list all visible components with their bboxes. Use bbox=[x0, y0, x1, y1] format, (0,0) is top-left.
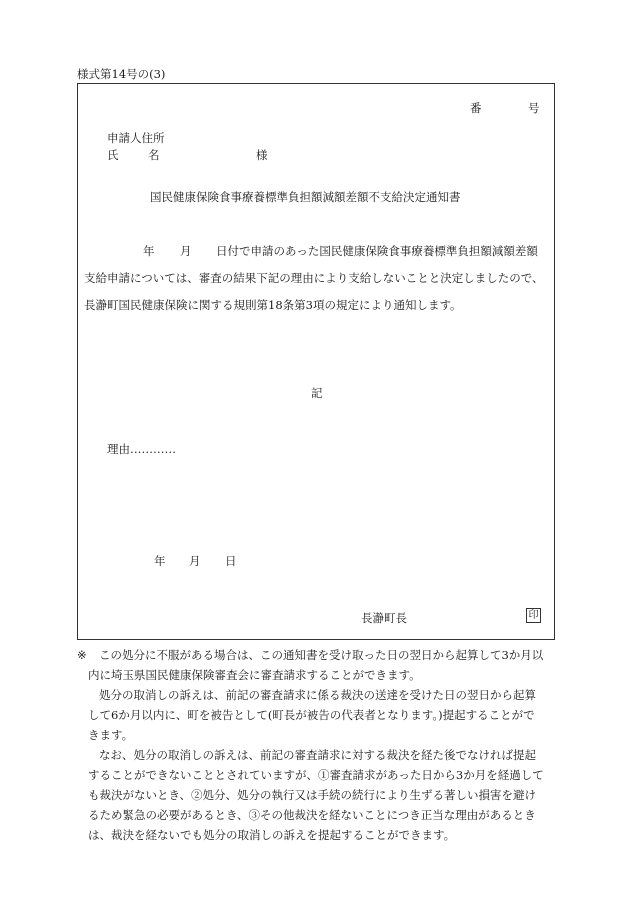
number-ban: 番 bbox=[470, 101, 482, 115]
note-p3-line-2: することができないこととされていますが、①審査請求があった日から3か月を経過して bbox=[88, 768, 544, 782]
notice-form bbox=[77, 83, 555, 640]
body-line-2: 支給申請については、審査の結果下記の理由により支給しないことと決定しましたので、 bbox=[84, 271, 544, 285]
note-p3-line-5: は、裁決を経ないでも処分の取消しの訴えを提起することができます。 bbox=[88, 828, 456, 842]
note-p3-line-3: も裁決がないとき、②処分、処分の執行又は手続の続行により生ずる著しい損害を避け bbox=[88, 788, 537, 802]
issue-year: 年 bbox=[154, 554, 166, 568]
issue-day: 日 bbox=[225, 554, 237, 568]
applicant-address-label: 申請人住所 bbox=[107, 131, 165, 145]
document-title: 国民健康保険食事療養標準負担額減額差額不支給決定通知書 bbox=[150, 190, 461, 204]
body-line-1: 日付で申請のあった国民健康保険食事療養標準負担額減額差額 bbox=[216, 244, 538, 258]
seal-mark: 印 bbox=[526, 608, 541, 623]
issue-month: 月 bbox=[189, 554, 201, 568]
form-number: 様式第14号の(3) bbox=[77, 67, 166, 81]
reason-label: 理由………… bbox=[107, 442, 176, 456]
note-para-1 bbox=[88, 645, 554, 685]
mayor-title: 長瀞町長 bbox=[361, 611, 407, 625]
note-p2-line-2: して6か月以内に、町を被告として(町長が被告の代表者となります。)提起することがで bbox=[88, 708, 535, 722]
honorific-sama: 様 bbox=[256, 148, 268, 162]
date-year-label: 年 bbox=[143, 244, 155, 258]
body-line-3: 長瀞町国民健康保険に関する規則第18条第3項の規定により通知します。 bbox=[84, 298, 462, 312]
applicant-name-label-2: 名 bbox=[148, 148, 160, 162]
note-p2-line-1: 処分の取消しの訴えは、前記の審査請求に係る裁決の送達を受けた日の翌日から起算 bbox=[99, 688, 536, 702]
notes-block bbox=[88, 645, 554, 845]
note-p1-line-1: この処分に不服がある場合は、この通知書を受け取った日の翌日から起算して3か月以 bbox=[99, 648, 544, 662]
note-p3-line-1: なお、処分の取消しの訴えは、前記の審査請求に対する裁決を経た後でなければ提起 bbox=[99, 748, 536, 762]
applicant-name-label-1: 氏 bbox=[107, 148, 119, 162]
number-go: 号 bbox=[528, 101, 540, 115]
note-p1-line-2: 内に埼玉県国民健康保険審査会に審査請求することができます。 bbox=[88, 668, 421, 682]
note-para-2 bbox=[88, 685, 554, 745]
note-mark: ※ bbox=[77, 648, 87, 662]
note-p3-line-4: るため緊急の必要があるとき、③その他裁決を経ないことにつき正当な理由があるとき bbox=[88, 808, 536, 822]
ki-heading: 記 bbox=[311, 386, 323, 400]
note-para-3 bbox=[88, 745, 554, 845]
date-month-label: 月 bbox=[180, 244, 192, 258]
note-p2-line-3: きます。 bbox=[88, 728, 134, 742]
